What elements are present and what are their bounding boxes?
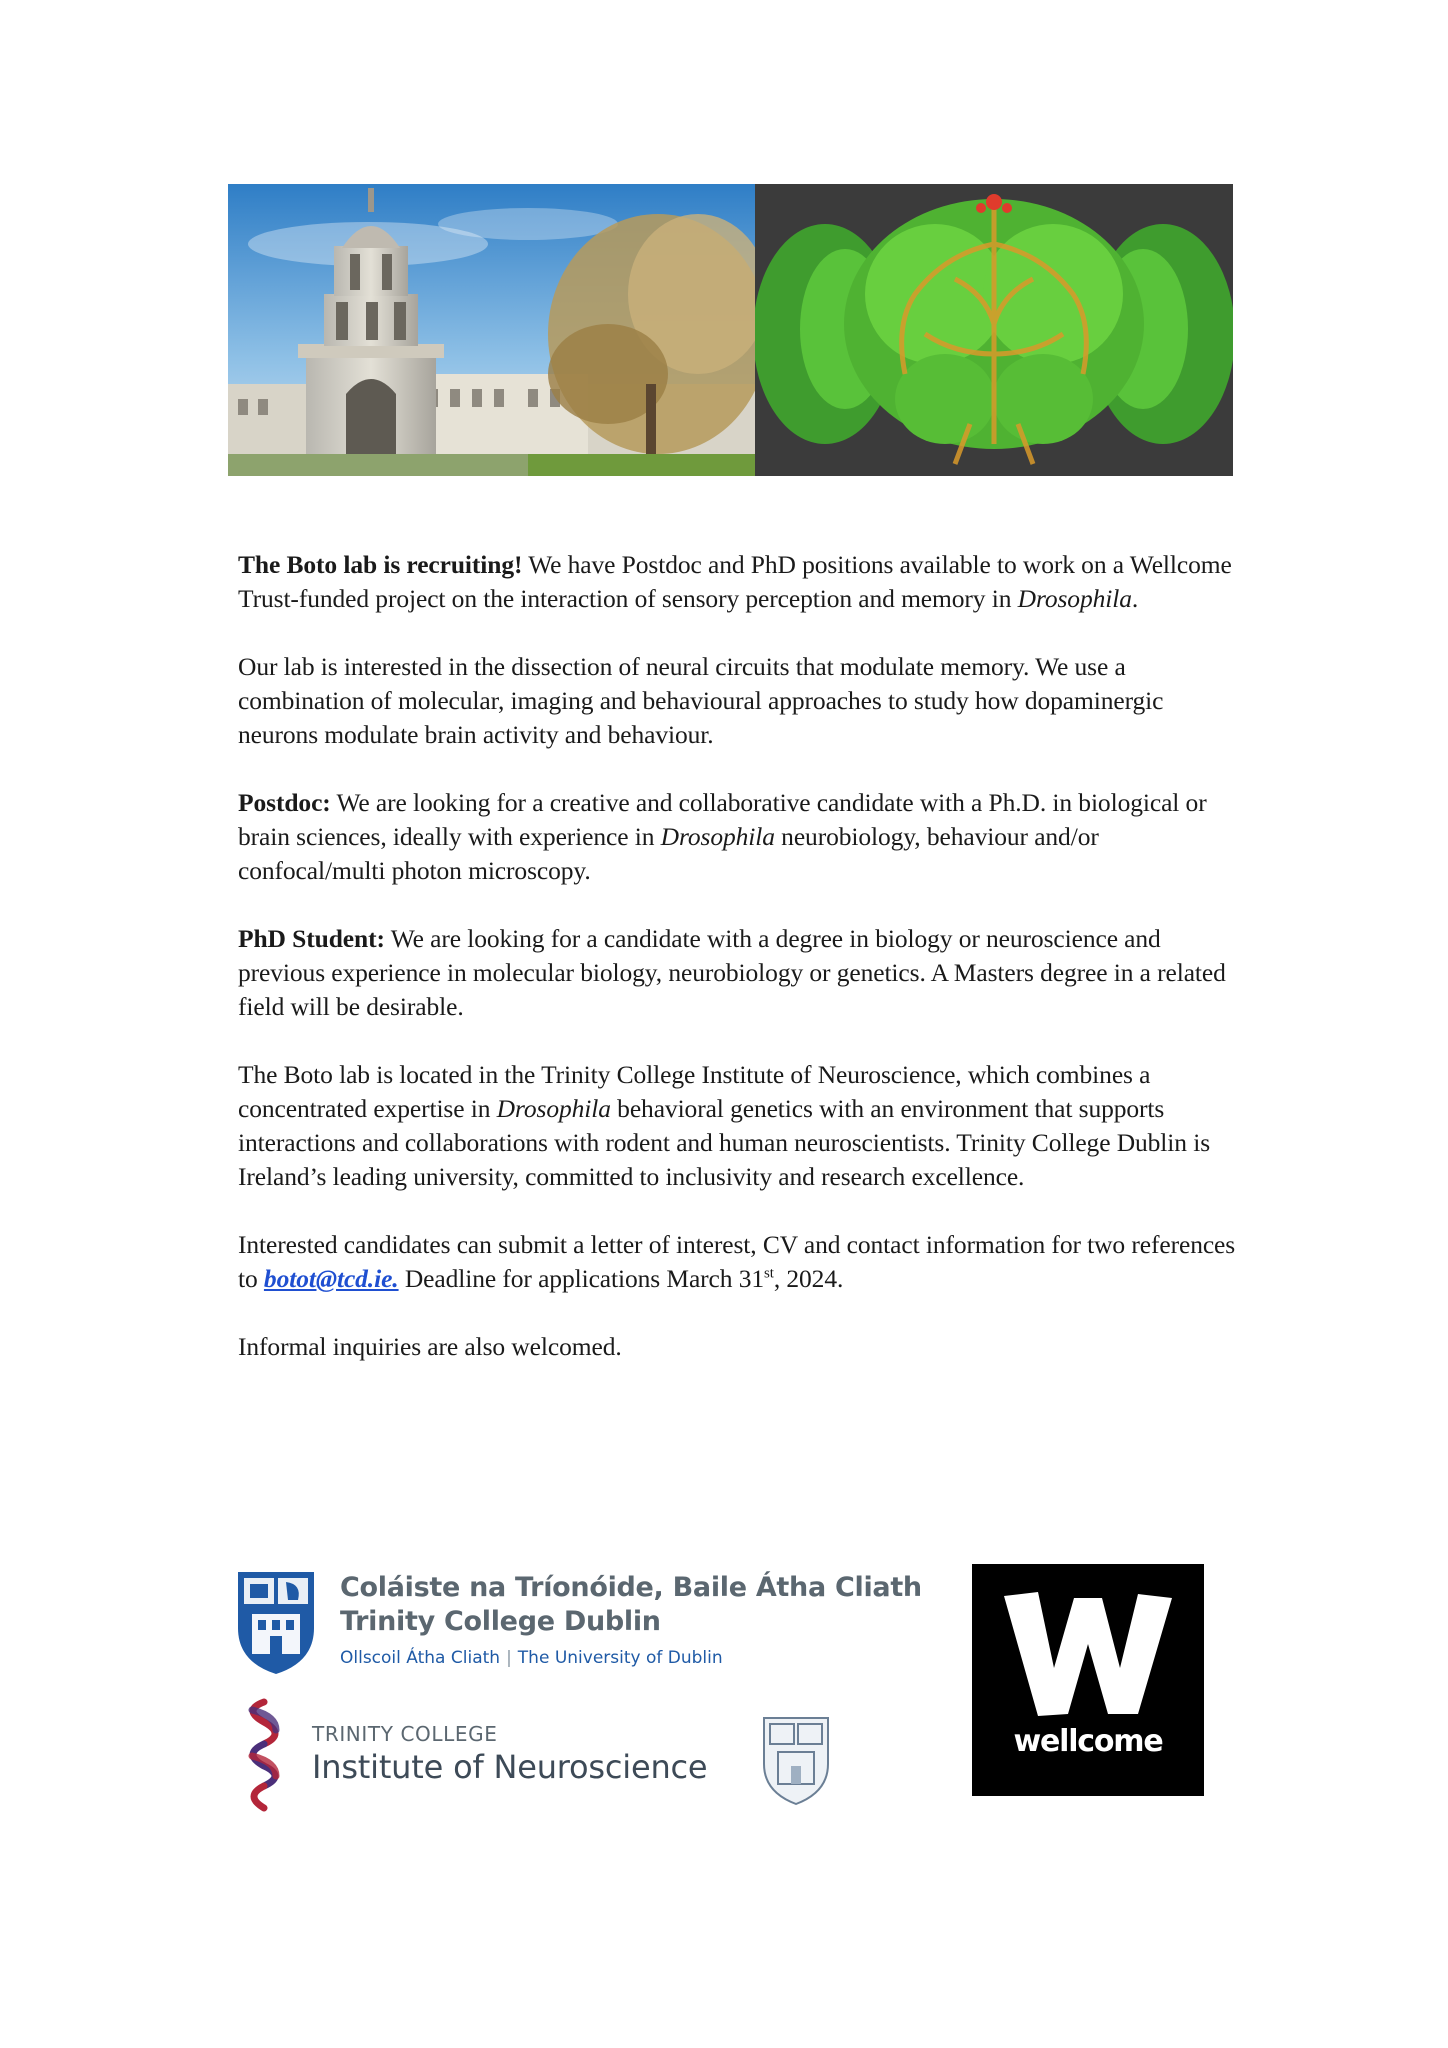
postdoc-paragraph: Postdoc: We are looking for a creative and collaborative candidate with a Ph.D. in biological or brain sciences, ideally with experience in Drosophila neurobiology, behaviour and/or confocal/multi photon microscopy. bbox=[238, 788, 1207, 885]
location-paragraph: The Boto lab is located in the Trinity College Institute of Neuroscience, which combines a concentrated expertise in Drosophila behavioral genetics with an environment that supports interactions and collaborations with rodent and human neuroscientists. Trinity College Dublin is Ireland’s leading university, committed to inclusivity and research excellence. bbox=[238, 1060, 1211, 1191]
header-image-banner bbox=[228, 184, 1233, 476]
tcd-logo bbox=[236, 1570, 922, 1682]
tcd-english-name: Trinity College Dublin bbox=[340, 1606, 661, 1637]
tcd-crest-icon bbox=[760, 1714, 832, 1806]
lab-interest-paragraph: Our lab is interested in the dissection of neural circuits that modulate memory. We use a combination of molecular, imaging and behavioural approaches to study how dopaminergic neurons modulate brain activity and behaviour. bbox=[238, 652, 1164, 749]
wellcome-wordmark: wellcome bbox=[1013, 1724, 1163, 1759]
phd-student-label: PhD Student: bbox=[238, 924, 385, 953]
email-link[interactable]: botot@tcd.ie. bbox=[263, 1264, 399, 1293]
tcd-subtitle: Ollscoil Átha Cliath | The University of Dublin bbox=[340, 1648, 723, 1668]
phd-student-paragraph: PhD Student: We are looking for a candidate with a degree in biology or neuroscience and previous experience in molecular biology, neurobiology or genetics. A Masters degree in a related field will be desirable. bbox=[238, 924, 1226, 1021]
tcd-irish-name: Coláiste na Tríonóide, Baile Átha Cliath bbox=[340, 1572, 922, 1603]
tcin-logo bbox=[236, 1696, 836, 1816]
tcd-shield-icon bbox=[236, 1570, 316, 1676]
trinity-campanile-photo bbox=[228, 184, 755, 476]
tcin-institute-label: Institute of Neuroscience bbox=[312, 1748, 708, 1786]
intro-paragraph: The Boto lab is recruiting! We have Postdoc and PhD positions available to work on a Wellcome Trust-funded project on the interaction of sensory perception and memory in Drosophila. bbox=[238, 550, 1232, 613]
application-paragraph: Interested candidates can submit a letter of interest, CV and contact information for two references to botot@tcd.ie. Deadline for applications March 31st, 2024. bbox=[238, 1230, 1236, 1293]
job-posting-text bbox=[238, 548, 1238, 1398]
dna-coil-icon bbox=[236, 1696, 292, 1814]
postdoc-label: Postdoc: bbox=[238, 788, 331, 817]
recruiting-heading: The Boto lab is recruiting! bbox=[238, 550, 523, 579]
drosophila-brain-image bbox=[755, 184, 1233, 476]
inquiries-paragraph: Informal inquiries are also welcomed. bbox=[238, 1332, 622, 1361]
tcin-college-label: TRINITY COLLEGE bbox=[312, 1722, 498, 1746]
wellcome-logo bbox=[972, 1564, 1204, 1796]
wellcome-w-icon bbox=[1004, 1592, 1172, 1718]
